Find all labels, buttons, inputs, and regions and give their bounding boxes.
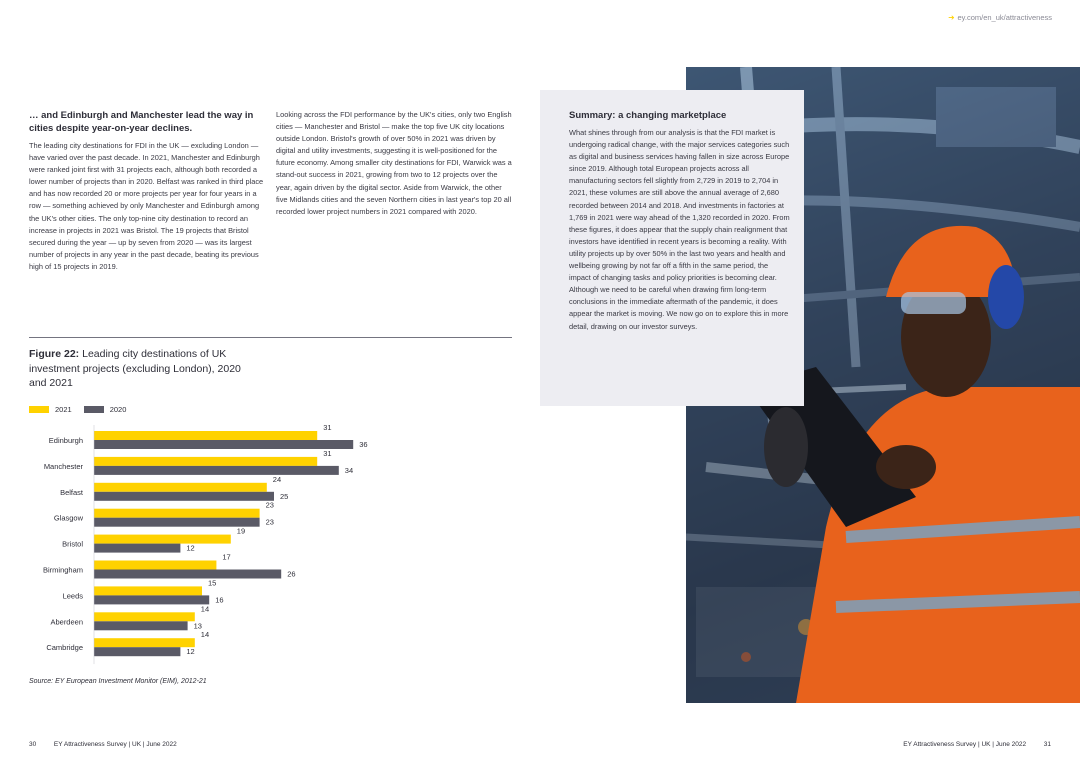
value-label-2020-leeds: 16 [215,595,224,605]
category-label-edinburgh: Edinburgh [48,436,83,445]
bar-2021-glasgow [94,509,260,518]
value-label-2021-birmingham: 17 [222,552,231,562]
value-label-2020-bristol: 12 [186,543,195,553]
figure-source [29,678,207,685]
summary-box [540,90,804,406]
legend-label-2020: 2020 [109,405,127,414]
value-label-2021-cambridge: 14 [200,630,210,640]
page-number-right: 31 [1043,741,1051,748]
value-label-2020-glasgow: 23 [265,517,274,527]
bar-2021-edinburgh [94,431,317,440]
value-label-2020-edinburgh: 36 [359,440,368,449]
bar-2020-cambridge [94,647,180,656]
bar-2021-bristol [94,535,231,544]
value-label-2021-leeds: 15 [208,578,217,588]
figure-source-text: Source: EY European Investment Monitor (EIM), 2012-21 [29,678,207,685]
category-label-manchester: Manchester [43,461,83,471]
bar-2020-belfast [94,492,274,501]
bar-chart [29,425,389,670]
value-label-2020-cambridge: 12 [186,647,195,657]
legend-item-2020 [84,405,127,414]
footer-right [903,741,1051,748]
category-label-aberdeen: Aberdeen [50,617,83,627]
bar-2021-birmingham [94,561,216,570]
footer-title-left: EY Attractiveness Survey | UK | June 2022 [53,741,177,748]
chart-legend [29,405,138,414]
header-url[interactable] [948,13,1052,22]
value-label-2021-glasgow: 23 [265,500,274,510]
bar-2020-aberdeen [94,621,188,630]
category-label-birmingham: Birmingham [42,565,83,575]
bar-2020-edinburgh [94,440,353,449]
category-label-bristol: Bristol [62,539,83,549]
figure-title [29,347,259,391]
value-label-2020-manchester: 34 [344,465,354,475]
value-label-2020-belfast: 25 [280,491,289,501]
bar-2020-birmingham [94,570,281,579]
page-number-left: 30 [29,741,37,748]
footer-left [29,741,177,748]
figure-label: Figure 22: [29,348,80,360]
legend-swatch-2021 [29,406,49,413]
glove [764,407,808,487]
value-label-2021-bristol: 19 [236,526,246,536]
ear-defenders [988,265,1024,329]
arrow-right-icon: ➔ [948,13,955,22]
bar-2020-leeds [94,595,209,604]
bar-2020-manchester [94,466,339,475]
legend-label-2021: 2021 [55,405,72,414]
safety-glasses [901,292,966,314]
category-label-leeds: Leeds [62,591,83,601]
bar-2021-aberdeen [94,612,195,621]
legend-item-2021 [29,405,72,414]
value-label-2020-birmingham: 26 [287,569,296,579]
value-label-2021-manchester: 31 [323,448,332,458]
bar-2020-bristol [94,544,180,553]
value-label-2021-belfast: 24 [272,474,282,484]
bar-2021-belfast [94,483,267,492]
figure-title-text: Leading city destinations of UK investment projects (excluding London), 2020 and 2021 [29,348,241,389]
left-column-paragraph: The leading city destinations for FDI in the UK — excluding London — have varied over the past decade. In 2021, Manchester and Edinburgh were ranked joint first with 31 projects each, although both recorded a lower number of projects than in 2020. Belfast was ranked in third place and has now recorded 20 or more projects per year for four years in a row — something achieved by only Manchester and Edinburgh among the UK's other cities. The only top-nine city destination to record an increase in projects in 2021 was Bristol. The 19 projects that Bristol secured during the year — up by seven from 2020 — was its largest number of projects in any year in the past decade, beating its previous high of 15 projects in 2019. [29,141,264,271]
category-label-cambridge: Cambridge [46,643,83,653]
category-label-glasgow: Glasgow [53,513,83,523]
category-label-belfast: Belfast [60,487,83,497]
value-label-2021-aberdeen: 14 [200,604,210,614]
header-url-text: ey.com/en_uk/attractiveness [957,13,1052,22]
bar-2021-cambridge [94,638,195,647]
legend-swatch-2020 [84,406,104,413]
divider [29,337,512,338]
middle-column-paragraph: Looking across the FDI performance by the UK's cities, only two English cities — Manchester and Bristol — make the top five UK city locations outside London. Bristol's growth of over 50% in 2021 was driven by digital and utility investments, suggesting it is well-positioned for the future economy. Among smaller city destinations for FDI, Warwick was a stand-out success in 2021, growing from two to 12 projects over the year, again driven by the digital sector. Aside from Warwick, the other five Midlands cities and the seven Northern cities in last year's top 20 all recorded lower project numbers in 2021 compared with 2020. [276,110,512,216]
section-heading: … and Edinburgh and Manchester lead the way in cities despite year-on-year declines. [29,110,254,134]
summary-title: Summary: a changing marketplace [569,110,727,121]
bar-2020-glasgow [94,518,260,527]
bar-2021-leeds [94,586,202,595]
value-label-2020-aberdeen: 13 [193,621,202,631]
bar-2021-manchester [94,457,317,466]
value-label-2021-edinburgh: 31 [323,425,332,432]
footer-title-right: EY Attractiveness Survey | UK | June 2022 [903,741,1027,748]
summary-body: What shines through from our analysis is that the FDI market is undergoing radical change, with the major services categories such as digital and business services having fallen in size across Europe since 2019. Although total European projects across all manufacturing sectors fell slightly from 2,729 in 2019 to 2,704 in 2021, these volumes are still above the annual average of 2,680 recorded between 2014 and 2018. And investments in factories at 1,769 in 2021 were way ahead of the 1,320 recorded in 2020. From these figures, it does appear that the supply chain realignment that investors have identified in recent years is becoming a reality. With utility projects up by over 50% in the last two years and health and wellbeing growing by not far off a fifth in the same period, the impact of changing tasks and policy priorities is becoming clear. Although we need to be careful when drawing firm long-term conclusions in the immediate aftermath of the pandemic, it does appear the market is moving. We now go on to explore this in more detail, drawing on our investor surveys. [569,128,790,331]
